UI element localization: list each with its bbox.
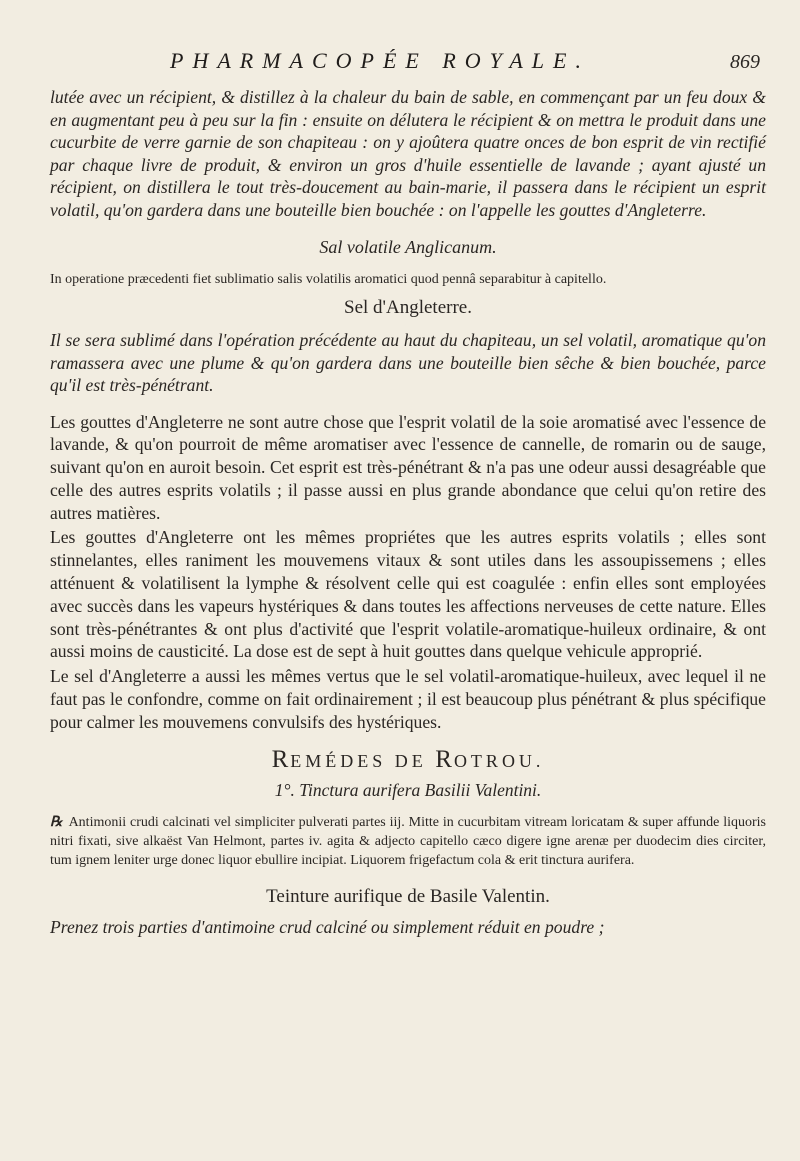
section-heading-remedes: REMÉDES DE ROTROU. [271,745,545,773]
page-body [50,86,766,938]
title-sel-angleterre: Sel d'Angleterre. [344,297,472,318]
paragraph-gouttes-description: Les gouttes d'Angleterre ne sont autre chose que l'esprit volatil de la soie aromatisé avec l'essence de lavande, & qu'on pourroit de même aromatiser avec l'essence de cannelle, de romarin ou de sauge, suivant qu'on en auroit besoin. Cet esprit est très-pénétrant & n'a pas une odeur aussi desagréable que celle des autres esprits volatils ; il passe aussi en plus grande abondance que celui qu'on retire des autres matières. [50,411,766,523]
paragraph-gouttes-proprietes: Les gouttes d'Angleterre ont les mêmes propriétes que les autres esprits volatils ; elles sont stinnelantes, elles raniment les mouvemens vitaux & sont utiles dans les assoupissemens ; elles atténuent & volatilisent la lymphe & résolvent celle qui est coagulée : enfin elles sont employées avec succès dans les vapeurs hystériques & dans toutes les affections nerveuses de cette nature. Elles sont très-pénétrantes & ont plus d'activité que l'esprit volatile-aromatique-huileux ordinaire, & ont aussi moins de causticité. La dose est de sept à huit gouttes dans quelque vehicule approprié. [50,527,766,662]
latin-recipe-text [50,813,766,870]
recipe-symbol: ℞ [50,814,63,830]
page-header [170,48,760,74]
last-line-prenez: Prenez trois parties d'antimoine crud calciné ou simplement réduit en poudre ; [50,916,605,937]
latin-sal-text: In operatione præcedenti fiet sublimatio salis volatilis aromatici quod pennâ separabitur à capitello. [50,272,607,287]
latin-recipe-body: Antimonii crudi calcinati vel simpliciter pulverati partes iij. Mitte in cucurbitam vitream loricatam & super affunde liquoris nitri fixati, sive alkaëst Van Helmont, partes iv. agita & adjecto capitello cæco digere igne arenæ per duodecim dies circiter, tum ignem leniter urge donec liquor ebullire incipiat. Liquorem frigefactum cola & erit tinctura aurifera. [50,814,766,868]
subtitle-tinctura: 1°. Tinctura aurifera Basilii Valentini. [274,779,542,800]
paragraph-distillation: lutée avec un récipient, & distillez à la chaleur du bain de sable, en commençant par un feu doux & en augmentant peu à peu sur la fin : ensuite on délutera le récipient & on mettra le produit dans une cucurbite de verre garnie de son chapiteau : on y ajoûtera quatre onces de bon esprit de vin rectifié par chaque livre de produit, & environ un gros d'huile essentielle de lavande ; ayant ajusté un récipient, on distillera le tout très-doucement au bain-marie, il passera dans le récipient un esprit volatil, qu'on gardera dans une bouteille bien bouchée : on l'appelle les gouttes d'Angleterre. [50,87,766,220]
running-title: PHARMACOPÉE ROYALE. [170,48,590,73]
paragraph-sel-sublime: Il se sera sublimé dans l'opération précédente au haut du chapiteau, un sel volatil, aromatique qu'on ramassera avec une plume & qu'on gardera dans une bouteille bien sêche & bien bouchée, parce qu'il est très-pénétrant. [50,330,766,395]
paragraph-sel-vertus: Le sel d'Angleterre a aussi les mêmes vertus que le sel volatil-aromatique-huileux, avec lequel il ne faut pas le confondre, comme on fait ordinairement ; il est beaucoup plus pénétrant & plus spécifique pour calmer les mouvemens convulsifs des hystériques. [50,666,766,732]
page-number: 869 [730,51,760,73]
title-sal-volatile-latin: Sal volatile Anglicanum. [319,237,497,257]
title-teinture: Teinture aurifique de Basile Valentin. [266,885,550,907]
